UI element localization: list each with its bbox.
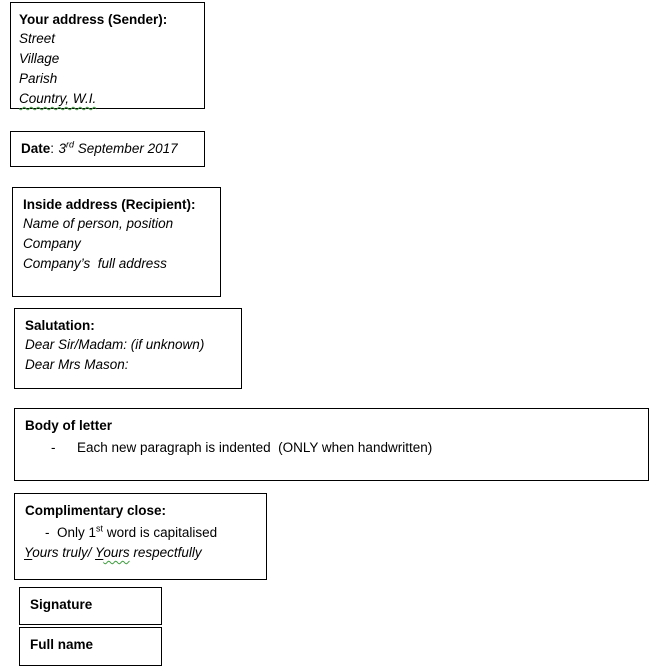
body-rule-text: Each new paragraph is indented (ONLY when handwritten) [77, 440, 433, 455]
sender-street: Street [19, 31, 56, 46]
full-name-label: Full name [30, 637, 94, 652]
sender-parish: Parish [19, 71, 58, 86]
body-title: Body of letter [25, 418, 113, 433]
full-name-box [19, 627, 162, 666]
close-respectfully: respectfully [129, 545, 202, 560]
salutation-box [14, 308, 242, 389]
date-colon: : [50, 141, 55, 156]
signature-label: Signature [30, 597, 93, 612]
close-examples [24, 543, 266, 563]
body-rule [25, 438, 648, 458]
close-rule-after: word is capitalised [103, 525, 218, 540]
sender-address-box [10, 2, 205, 109]
sender-title: Your address (Sender): [19, 12, 168, 27]
close-ours2: ours [103, 545, 130, 560]
close-rule-before: Only 1 [57, 525, 97, 540]
recipient-full-address: Company’s full address [23, 256, 167, 271]
date-day-suffix: rd [66, 139, 75, 150]
recipient-address-box [12, 187, 221, 297]
close-y2: Y [95, 545, 104, 560]
signature-box [19, 587, 162, 625]
body-bullet: - [51, 440, 56, 455]
recipient-name: Name of person, position [23, 216, 174, 231]
date-day: 3 [58, 141, 66, 156]
close-title: Complimentary close: [25, 503, 167, 518]
date-rest: September 2017 [77, 141, 178, 156]
date-value [58, 141, 177, 156]
complimentary-close-box [14, 493, 267, 580]
close-bullet: - [45, 525, 50, 540]
body-box [14, 408, 649, 481]
sender-country: Country, W.I. [19, 91, 97, 106]
close-rule [25, 523, 266, 543]
close-ours1: ours truly/ [32, 545, 96, 560]
salutation-unknown: Dear Sir/Madam: (if unknown) [25, 337, 205, 352]
date-box [10, 131, 205, 167]
salutation-known: Dear Mrs Mason: [25, 357, 129, 372]
recipient-company: Company [23, 236, 81, 251]
close-rule-sup: st [96, 523, 104, 534]
salutation-title: Salutation: [25, 318, 95, 333]
close-y1: Y [24, 545, 33, 560]
sender-village: Village [19, 51, 60, 66]
recipient-title: Inside address (Recipient): [23, 197, 196, 212]
date-label: Date [21, 141, 51, 156]
